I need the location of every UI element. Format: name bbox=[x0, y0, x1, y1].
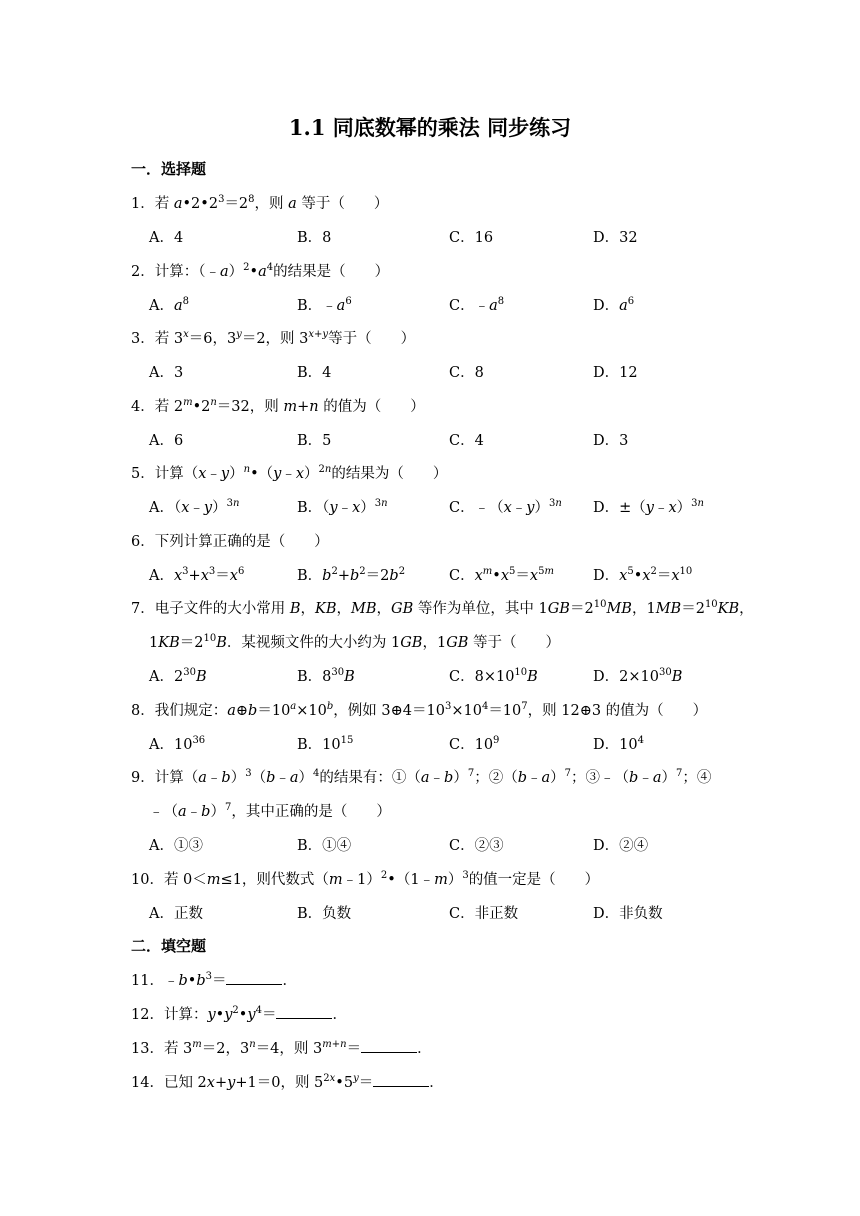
q5-option-b: B．（y﹣x）$^{3n}$ bbox=[297, 498, 388, 516]
q7-option-a: A．$2^{30}B$ bbox=[149, 667, 207, 685]
q9-option-a: A．①③ bbox=[149, 838, 203, 854]
q1-option-d: D．32 bbox=[593, 230, 638, 246]
answer-blank[interactable] bbox=[276, 1006, 332, 1019]
question-2: 2．计算：$(﹣a)^2•a^4$的结果是（ ） bbox=[131, 262, 390, 280]
q1-option-c: C．16 bbox=[449, 230, 494, 246]
page-title: 1.1 同底数幂的乘法 同步练习 bbox=[288, 115, 572, 140]
q8-option-d: D．$10^4$ bbox=[593, 735, 644, 753]
question-11: 11．$﹣b•b^3=$ ． bbox=[131, 971, 297, 989]
question-5: 5．计算（x﹣y）$^n$•（y﹣x）$^{2n}$的结果为（ ） bbox=[131, 464, 448, 482]
question-3: 3．若 $3^x=6$，$3^y=2$，则 $3^{x+y}$等于（ ） bbox=[131, 329, 416, 347]
q2-option-a: A．$a^8$ bbox=[149, 296, 190, 314]
q4-option-b: B．5 bbox=[297, 433, 332, 449]
q3-option-a: A．3 bbox=[149, 365, 184, 381]
question-13: 13．若 $3^m=2$，$3^n=4$，则 $3^{m+n}=$ ． bbox=[131, 1039, 432, 1057]
q3-option-c: C．8 bbox=[449, 365, 484, 381]
q10-option-c: C．非正数 bbox=[449, 906, 519, 922]
q6-option-a: A．$x^3+x^3=x^6$ bbox=[149, 566, 245, 584]
q8-option-a: A．$10^{36}$ bbox=[149, 735, 206, 753]
q4-option-c: C．4 bbox=[449, 433, 484, 449]
q6-option-b: B．$b^2+b^2=2b^2$ bbox=[297, 566, 406, 584]
q5-option-c: C．﹣（x﹣y）$^{3n}$ bbox=[449, 498, 562, 516]
question-9-continued: ﹣（a﹣b）$^7$，其中正确的是（ ） bbox=[149, 802, 391, 820]
q3-option-b: B．4 bbox=[297, 365, 332, 381]
q2-option-d: D．$a^6$ bbox=[593, 296, 635, 314]
q5-option-a: A．（x﹣y）$^{3n}$ bbox=[149, 498, 240, 516]
q6-option-d: D．$x^5•x^2=x^{10}$ bbox=[593, 566, 693, 584]
q10-option-a: A．正数 bbox=[149, 906, 203, 922]
q4-option-a: A．6 bbox=[149, 433, 184, 449]
section-heading-choice: 一．选择题 bbox=[131, 160, 207, 178]
q10-option-b: B．负数 bbox=[297, 906, 352, 922]
question-7: 7．电子文件的大小常用 B，KB，MB，GB 等作为单位，其中 $1GB=2^{10}MB$，$1MB=2^{10}KB$， bbox=[131, 599, 754, 617]
q2-option-b: B．$﹣a^6$ bbox=[297, 296, 352, 314]
q6-option-c: C．$x^m•x^5=x^{5m}$ bbox=[449, 566, 554, 584]
q7-option-b: B．$8^{30}B$ bbox=[297, 667, 355, 685]
q1-option-b: B．8 bbox=[297, 230, 332, 246]
q9-option-b: B．①④ bbox=[297, 838, 352, 854]
question-10: 10．若 0＜m≤1，则代数式（m﹣1）$^2$•（1﹣m）$^3$的值一定是（ ） bbox=[131, 870, 600, 888]
question-9: 9．计算（a﹣b）$^3$（b﹣a）$^4$的结果有：①（a﹣b）$^7$；②（b﹣a）$^7$；③﹣（b﹣a）$^7$；④ bbox=[131, 768, 712, 786]
question-1: 1．若 $a•2•2^3=2^8$，则 a 等于（ ） bbox=[131, 194, 389, 212]
q10-option-d: D．非负数 bbox=[593, 906, 663, 922]
q3-option-d: D．12 bbox=[593, 365, 638, 381]
answer-blank[interactable] bbox=[361, 1040, 417, 1053]
question-8: 8．我们规定：$a\oplus b=10^a\times 10^b$，例如 $3\oplus 4=10^3\times 10^4=10^7$，则 12⊕3 的值为（ ） bbox=[131, 701, 708, 719]
q7-option-d: D．$2\times 10^{30}B$ bbox=[593, 667, 683, 685]
section-heading-fill: 二．填空题 bbox=[131, 937, 207, 955]
q4-option-d: D．3 bbox=[593, 433, 629, 449]
q9-option-d: D．②④ bbox=[593, 838, 649, 854]
answer-blank[interactable] bbox=[226, 972, 282, 985]
question-7-continued: $1KB=2^{10}B$．某视频文件的大小约为 1GB，1GB 等于（ ） bbox=[149, 633, 561, 651]
question-4: 4．若 $2^m•2^n=32$，则 m+n 的值为（ ） bbox=[131, 397, 425, 415]
question-14: 14．已知 2x+y+1＝0，则 $5^{2x}•5^y=$ ． bbox=[131, 1073, 444, 1091]
answer-blank[interactable] bbox=[373, 1074, 429, 1087]
question-12: 12．计算：$y•y^2•y^4=$ ． bbox=[131, 1005, 347, 1023]
q8-option-c: C．$10^9$ bbox=[449, 735, 500, 753]
q7-option-c: C．$8\times 10^{10}B$ bbox=[449, 667, 538, 685]
q8-option-b: B．$10^{15}$ bbox=[297, 735, 354, 753]
q1-option-a: A．4 bbox=[149, 230, 184, 246]
q2-option-c: C．$﹣a^8$ bbox=[449, 296, 505, 314]
q5-option-d: D．±（y﹣x）$^{3n}$ bbox=[593, 498, 704, 516]
question-6: 6．下列计算正确的是（ ） bbox=[131, 534, 329, 550]
q9-option-c: C．②③ bbox=[449, 838, 504, 854]
